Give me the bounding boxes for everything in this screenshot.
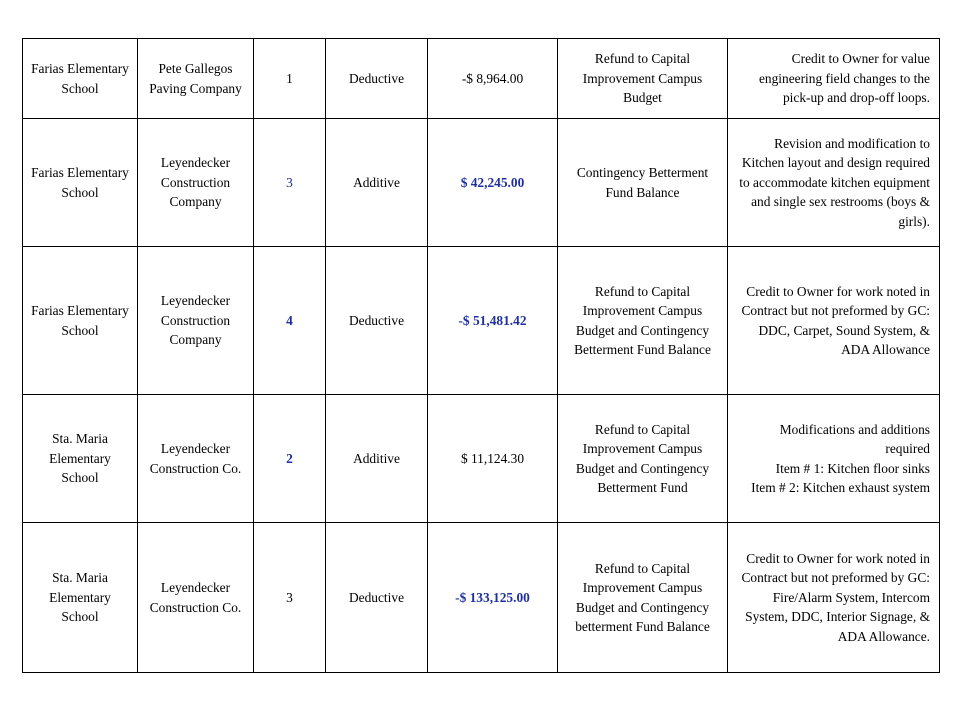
change-type-cell: Deductive [326, 247, 428, 395]
amount-cell: -$ 8,964.00 [428, 39, 558, 119]
description-line: Revision and modification to Kitchen layout and design required to accommodate kitchen equipment and single sex restrooms (boys & girls). [739, 135, 930, 229]
change-order-number-cell: 4 [254, 247, 326, 395]
description-line: Item # 2: Kitchen exhaust system [751, 479, 930, 495]
amount-cell: $ 42,245.00 [428, 119, 558, 247]
contractor-cell: Leyendecker Construction Company [138, 247, 254, 395]
description-cell [728, 247, 940, 395]
change-order-table [22, 38, 940, 673]
contractor-cell: Leyendecker Construction Co. [138, 395, 254, 523]
change-order-number-cell: 1 [254, 39, 326, 119]
table-row [23, 39, 940, 119]
change-type-cell: Additive [326, 395, 428, 523]
table-row [23, 247, 940, 395]
change-order-number-cell: 2 [254, 395, 326, 523]
table-row [23, 523, 940, 673]
description-cell [728, 119, 940, 247]
description-cell [728, 395, 940, 523]
description-line: Item # 1: Kitchen floor sinks [775, 460, 930, 476]
table-row [23, 395, 940, 523]
description-cell [728, 523, 940, 673]
funding-source-cell: Refund to Capital Improvement Campus Budget [558, 39, 728, 119]
contractor-cell: Leyendecker Construction Company [138, 119, 254, 247]
amount-cell: $ 11,124.30 [428, 395, 558, 523]
description-line: Credit to Owner for work noted in Contract but not preformed by GC: Fire/Alarm System, Intercom System, DDC, Interior Signage, & ADA Allowance. [741, 550, 930, 644]
school-cell: Farias Elementary School [23, 119, 138, 247]
contractor-cell: Pete Gallegos Paving Company [138, 39, 254, 119]
funding-source-cell: Contingency Betterment Fund Balance [558, 119, 728, 247]
funding-source-cell: Refund to Capital Improvement Campus Budget and Contingency Betterment Fund [558, 395, 728, 523]
change-type-cell: Additive [326, 119, 428, 247]
change-order-number-cell: 3 [254, 119, 326, 247]
amount-cell: -$ 133,125.00 [428, 523, 558, 673]
change-order-number-cell: 3 [254, 523, 326, 673]
description-line: DDC, Carpet, Sound System, & ADA Allowance [758, 322, 930, 357]
description-line: Modifications and additions required [779, 421, 930, 457]
school-cell: Farias Elementary School [23, 247, 138, 395]
school-cell: Sta. Maria Elementary School [23, 395, 138, 523]
school-cell: Sta. Maria Elementary School [23, 523, 138, 673]
amount-cell: -$ 51,481.42 [428, 247, 558, 395]
description-cell [728, 39, 940, 119]
change-type-cell: Deductive [326, 39, 428, 119]
table-row [23, 119, 940, 247]
school-cell: Farias Elementary School [23, 39, 138, 119]
funding-source-cell: Refund to Capital Improvement Campus Budget and Contingency Betterment Fund Balance [558, 247, 728, 395]
funding-source-cell: Refund to Capital Improvement Campus Budget and Contingency betterment Fund Balance [558, 523, 728, 673]
contractor-cell: Leyendecker Construction Co. [138, 523, 254, 673]
description-line: Credit to Owner for work noted in Contract but not preformed by GC: [741, 283, 930, 319]
description-line: Credit to Owner for value engineering field changes to the pick-up and drop-off loops. [758, 51, 930, 106]
change-type-cell: Deductive [326, 523, 428, 673]
